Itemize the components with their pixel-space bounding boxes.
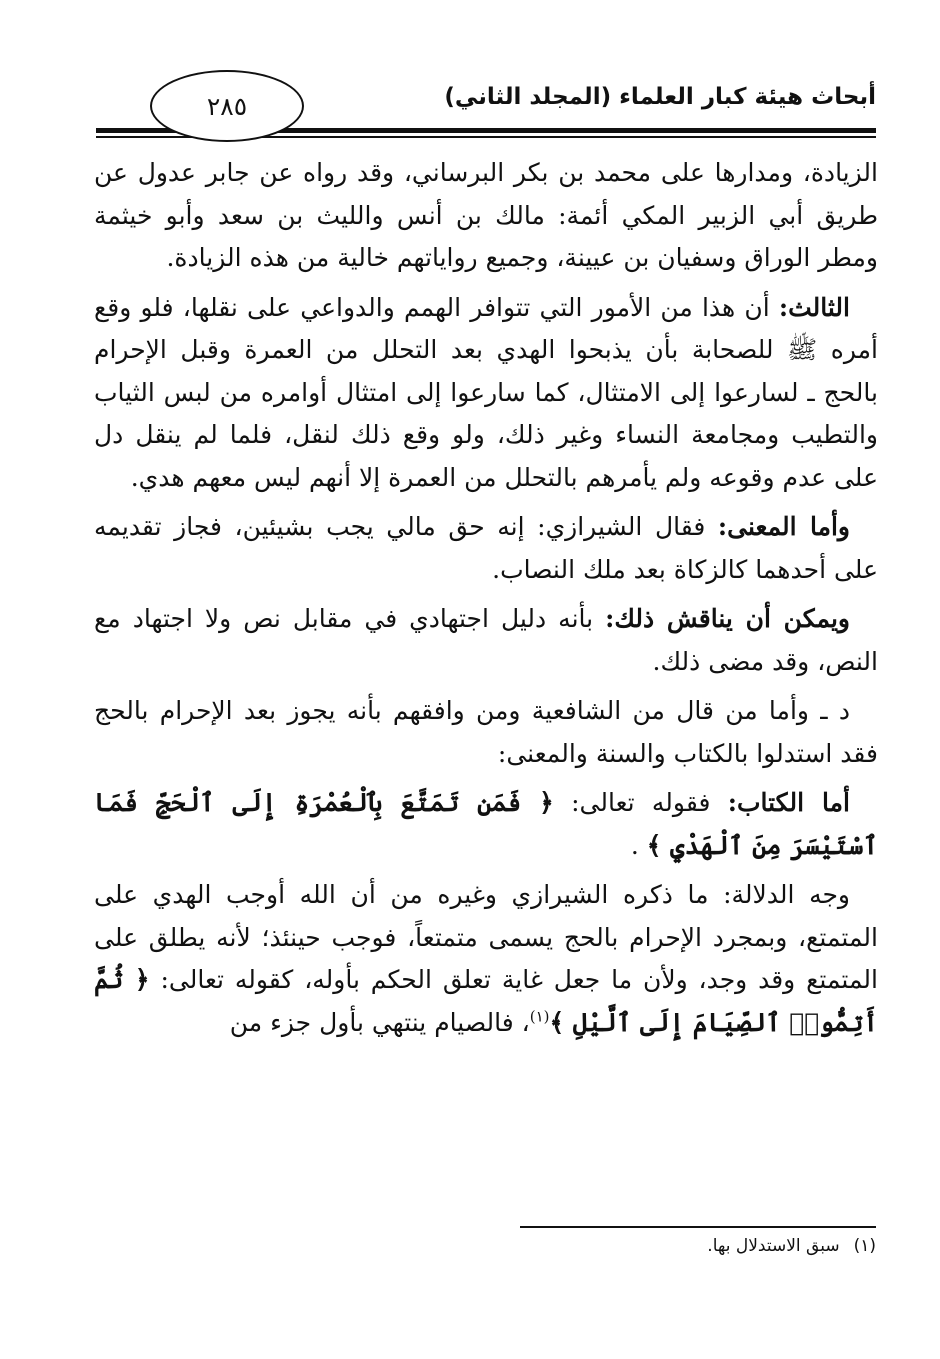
paragraph-lead: الثالث: [778,292,850,322]
paragraph-text: بأنه دليل اجتهادي في مقابل نص ولا اجتهاد مع النص، وقد مضى ذلك. [94,604,878,676]
footnote-reference[interactable]: (١) [529,1007,550,1026]
footnote-text: سبق الاستدلال بها. [707,1236,840,1256]
paragraph-text-end: . [630,830,647,860]
running-head: أبحاث هيئة كبار العلماء (المجلد الثاني) [444,84,876,110]
main-text [94,152,878,1051]
paragraph-text: وجه الدلالة: ما ذكره الشيرازي وغيره من أن الله أوجب الهدي على المتمتع، وبمجرد الإحرام بالحج يسمى متمتعاً، فوجب حينئذ؛ لأنه يطلق على المتمتع وقد وجد، ولأن ما جعل غاية تعلق الحكم بأوله، كقوله تعالى: [94,880,878,994]
paragraph-text: فقال الشيرازي: إنه حق مالي يجب بشيئين، فجاز تقديمه على أحدهما كالزكاة بعد ملك النصاب. [94,512,878,584]
paragraph [94,287,878,500]
page-number: ٢٨٥ [150,70,304,142]
footnote [376,1236,876,1256]
footnote-separator [520,1226,876,1228]
paragraph: الزيادة، ومدارها على محمد بن بكر البرساني، وقد رواه عن جابر عدول عن طريق أبي الزبير المكي أئمة: مالك بن أنس والليث بن سعد وأبو خيثمة ومطر الوراق وسفيان بن عيينة، وجميع رواياتهم خالية من هذه الزيادة. [94,158,878,272]
paragraph-text-end: ، فالصيام ينتهي بأول جزء من [229,1007,530,1037]
paragraph: د ـ وأما من قال من الشافعية ومن وافقهم بأنه يجوز بعد الإحرام بالحج فقد استدلوا بالكتاب والسنة والمعنى: [94,696,878,768]
paragraph-text: فقوله تعالى: [553,788,728,817]
quran-verse: ﴿ فَمَن تَمَتَّعَ بِٱلْعُمْرَةِ إِلَى ٱلْحَجِّ فَمَا ٱسْتَيْسَرَ مِنَ ٱلْهَدْيِ ﴾ [94,788,878,860]
paragraph-lead: أما الكتاب: [727,788,851,817]
paragraph-lead: وأما المعنى: [717,512,850,541]
footnote-number: (١) [853,1236,876,1256]
paragraph [94,506,878,591]
paragraph [94,782,878,867]
paragraph [94,598,878,683]
paragraph-text: أن هذا من الأمور التي تتوافر الهمم والدواعي على نقلها، فلو وقع أمره ﷺ للصحابة بأن يذبحوا الهدي بعد التحلل من العمرة وقبل الإحرام بالحج ـ لسارعوا إلى الامتثال، كما سارعوا إلى امتثال أوامره من لبس الثياب والتطيب ومجامعة النساء وغير ذلك، ولو وقع ذلك لنقل، فلما لم ينقل دل على عدم وقوعه ولم يأمرهم بالتحلل من العمرة إلا أنهم ليس معهم هدي. [94,292,878,492]
quran-verse: ﴿ ثُمَّ أَتِمُّوا۟ ٱلصِّيَامَ إِلَى ٱلَّيْلِ ﴾ [94,965,878,1037]
paragraph-lead: ويمكن أن يناقش ذلك: [605,604,850,633]
paragraph [94,874,878,1044]
